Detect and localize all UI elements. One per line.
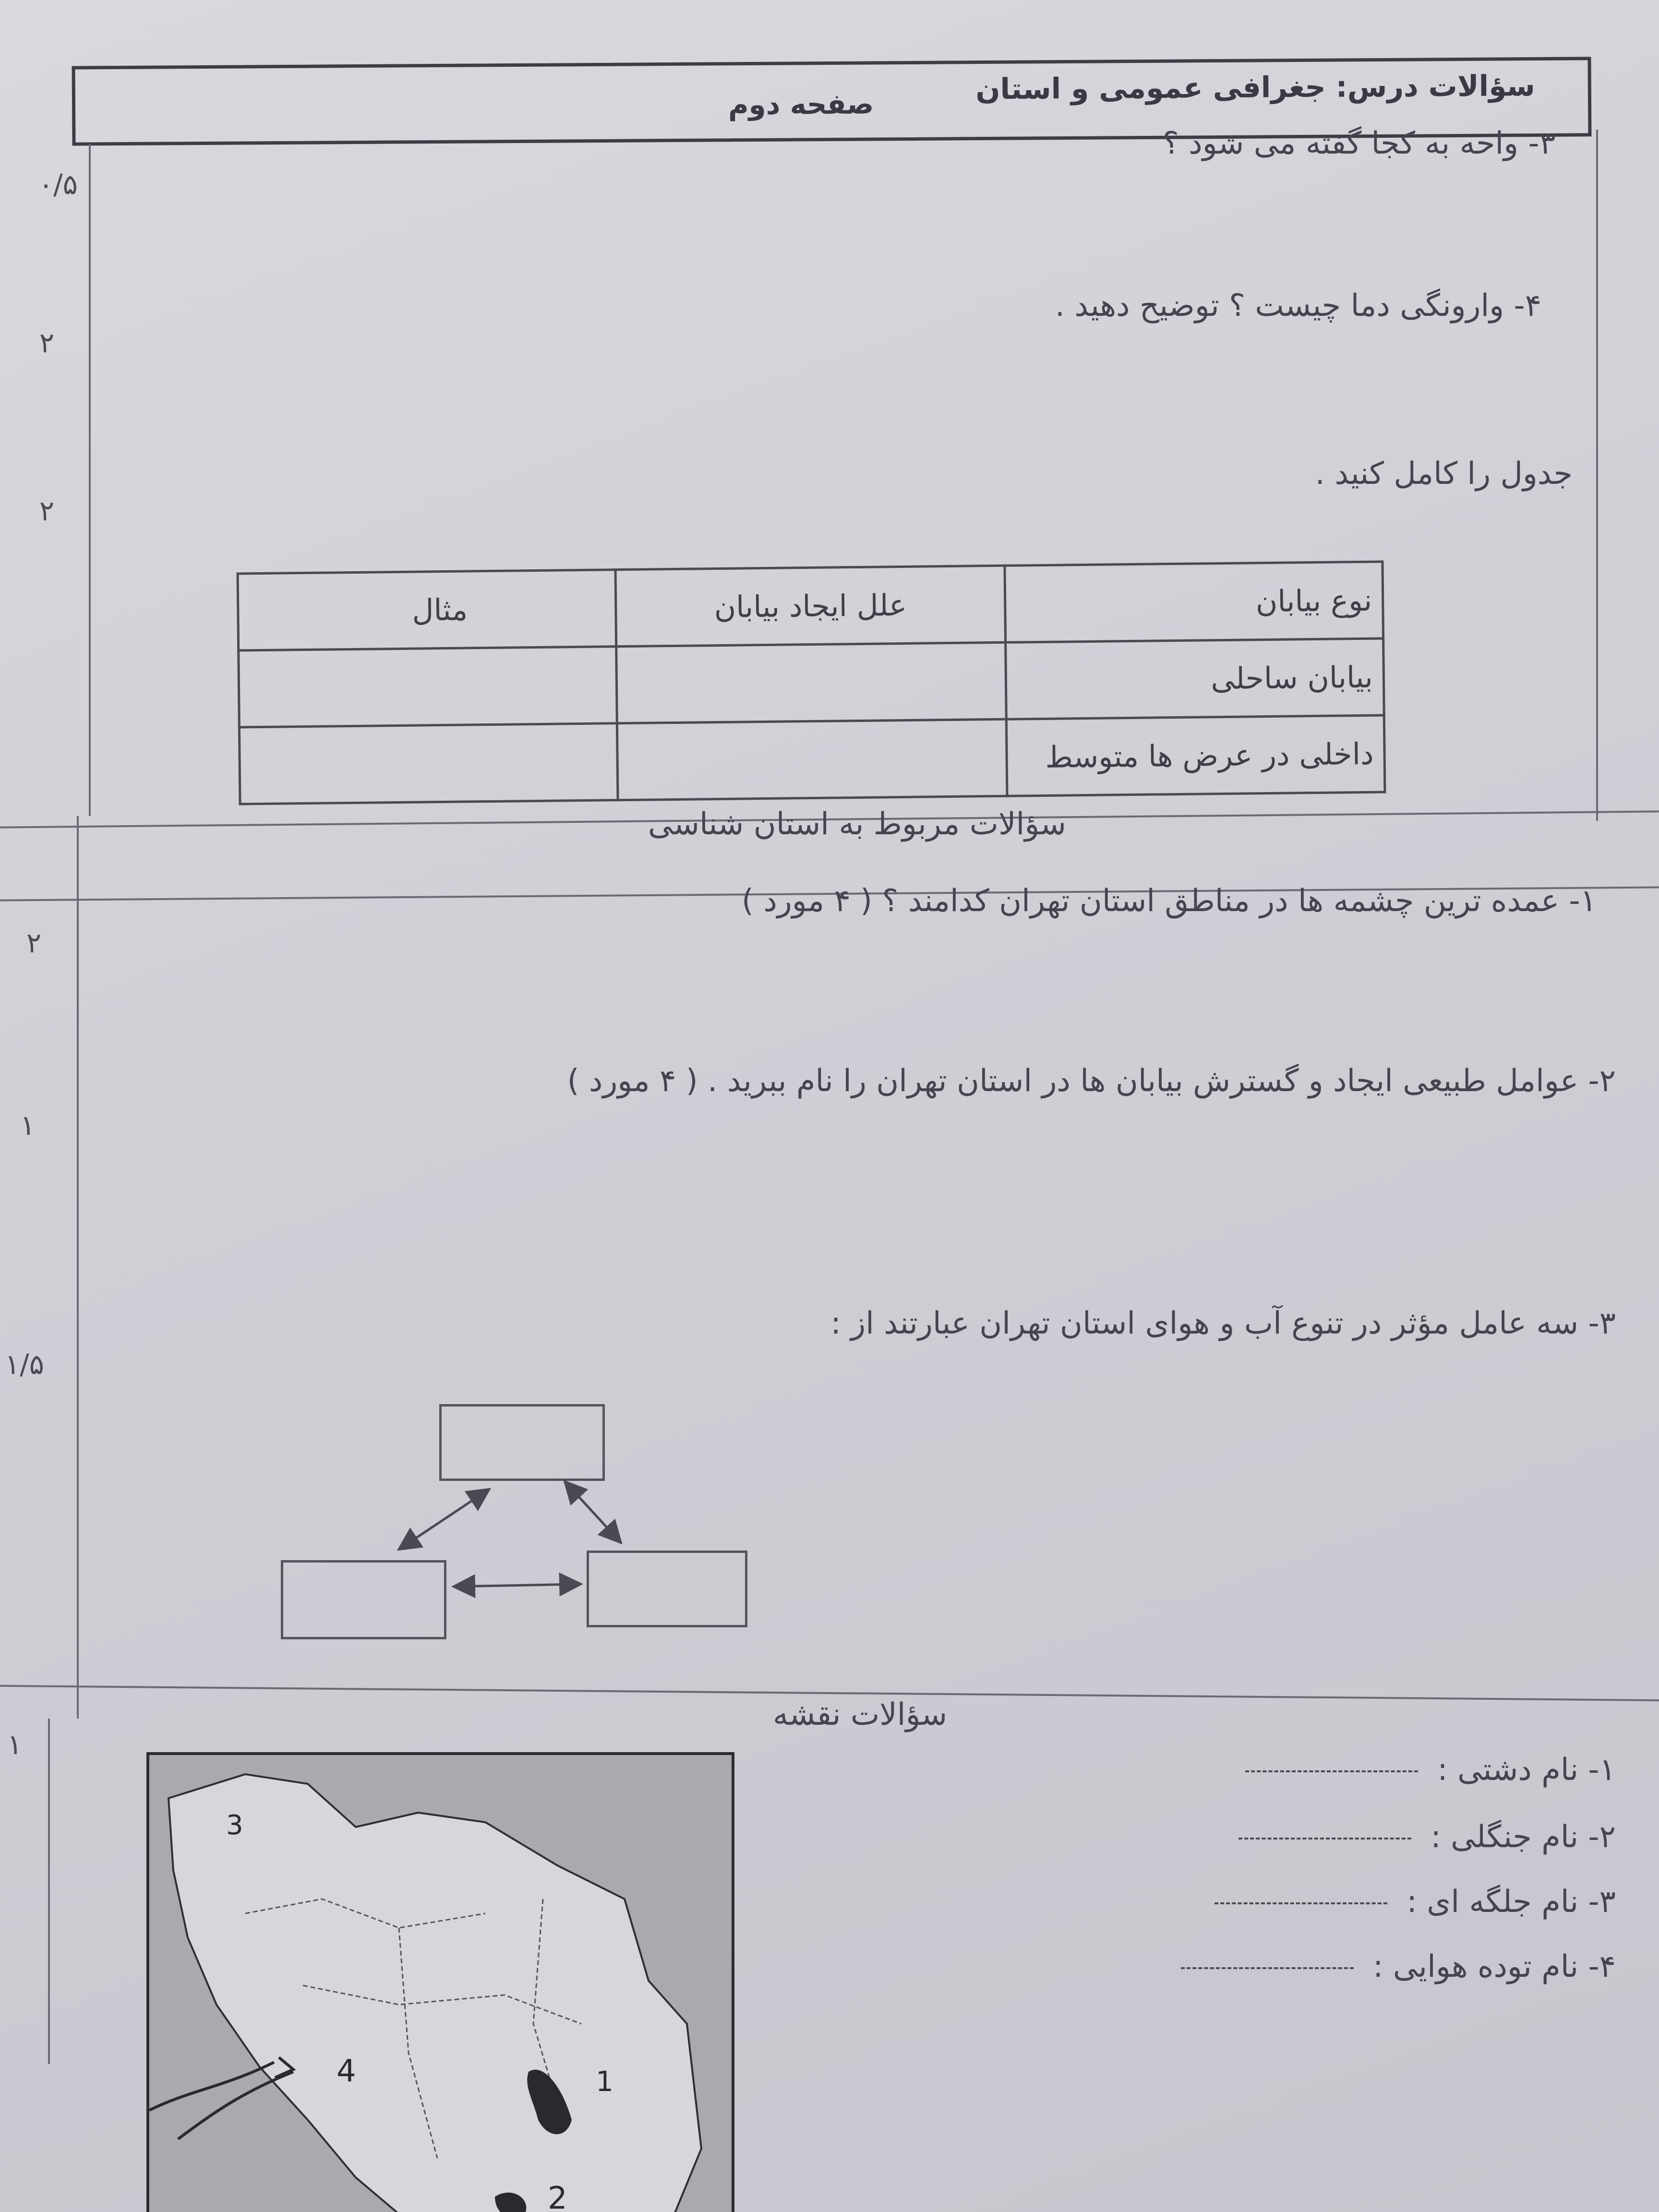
arrow-left-right — [456, 1584, 578, 1587]
map-label: 2 — [548, 2181, 567, 2212]
score-oasis: ۰/۵ — [38, 168, 78, 201]
map-label: 1 — [596, 2065, 613, 2098]
answer-blank[interactable] — [1181, 1967, 1354, 1969]
table-header-cell: مثال — [238, 570, 616, 650]
page-label: صفحه دوم — [728, 87, 874, 121]
question-inversion: ۴- وارونگی دما چیست ؟ توضیح دهید . — [1055, 288, 1541, 324]
arrow-top-right — [566, 1483, 619, 1541]
answer-blank[interactable] — [1214, 1902, 1387, 1904]
iran-map — [146, 1752, 734, 2212]
iran-map-drawing — [149, 1755, 734, 2212]
question-desert-factors: ۲- عوامل طبیعی ایجاد و گسترش بیابان ها در استان تهران را نام ببرید . ( ۴ مورد ) — [567, 1063, 1616, 1099]
map-item-label: ۳- نام جلگه ای : — [1407, 1884, 1616, 1920]
arrow-left-top — [401, 1491, 487, 1548]
map-section-title: سؤالات نقشه — [773, 1697, 948, 1732]
question-oasis: ۳- واحه به کجا گفته می شود ؟ — [1162, 126, 1556, 161]
course-title: سؤالات درس: جغرافی عمومی و استان — [975, 69, 1536, 107]
map-item-label: ۲- نام جنگلی : — [1431, 1819, 1616, 1855]
map-item-lowland — [1214, 1884, 1616, 1920]
table-header-cell: علل ایجاد بیابان — [615, 565, 1006, 646]
map-item-label: ۴- نام توده هوایی : — [1373, 1949, 1616, 1984]
score-table: ۲ — [39, 494, 55, 527]
question-springs: ۱- عمده ترین چشمه ها در مناطق استان تهران کدامند ؟ ( ۴ مورد ) — [742, 883, 1597, 919]
score-inversion: ۲ — [39, 326, 55, 359]
table-cell: داخلی در عرض ها متوسط — [1006, 715, 1385, 796]
map-item-plain — [1245, 1752, 1616, 1788]
table-cell: بیابان ساحلی — [1006, 638, 1384, 719]
map-label: 3 — [226, 1810, 243, 1841]
map-item-label: ۱- نام دشتی : — [1437, 1752, 1616, 1788]
answer-blank[interactable] — [1245, 1770, 1418, 1772]
table-header-cell: نوع بیابان — [1005, 562, 1383, 642]
score-springs: ۲ — [26, 926, 42, 959]
map-label: 4 — [337, 2054, 356, 2089]
province-section-title: سؤالات مربوط به استان شناسی — [648, 806, 1066, 842]
map-item-airmass — [1181, 1949, 1616, 1984]
question-table: جدول را کامل کنید . — [1315, 456, 1573, 492]
score-map: ۱ — [7, 1728, 23, 1761]
score-climate-factors: ۱/۵ — [5, 1348, 44, 1381]
score-desert-factors: ۱ — [20, 1109, 36, 1142]
map-item-forest — [1238, 1819, 1616, 1855]
question-climate-factors: ۳- سه عامل مؤثر در تنوع آب و هوای استان تهران عبارتند از : — [830, 1306, 1616, 1341]
answer-blank[interactable] — [1238, 1838, 1411, 1839]
